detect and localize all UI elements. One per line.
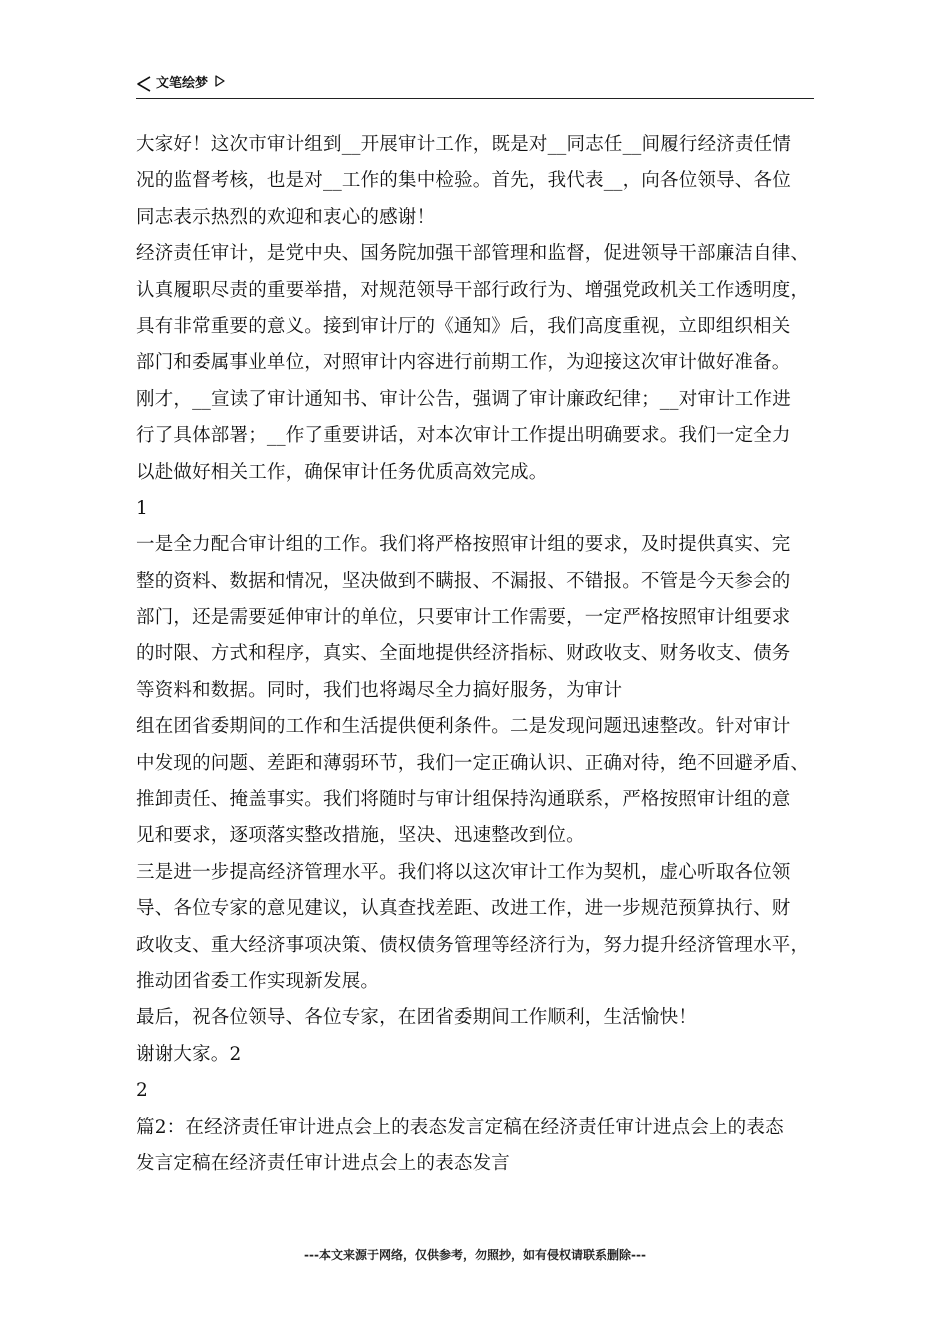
triangle-left-icon [136, 75, 152, 93]
text-line: 认真履职尽责的重要举措，对规范领导干部行政行为、增强党政机关工作透明度， [136, 279, 810, 301]
page-number-line: 1 [136, 497, 148, 519]
document-body [136, 127, 820, 1182]
text-line: 推动团省委工作实现新发展。 [136, 970, 380, 992]
text-line: 部门，还是需要延伸审计的单位，只要审计工作需要，一定严格按照审计组要求 [136, 607, 791, 629]
text-line: 导、各位专家的意见建议，认真查找差距、改进工作，进一步规范预算执行、财 [136, 898, 791, 920]
text-line: 况的监督考核，也是对__工作的集中检验。首先，我代表__，向各位领导、各位 [136, 170, 791, 192]
text-line: 以赴做好相关工作，确保审计任务优质高效完成。 [136, 461, 548, 483]
text-line: 组在团省委期间的工作和生活提供便利条件。二是发现问题迅速整改。针对审计 [136, 716, 791, 738]
text-line: 刚才，__宣读了审计通知书、审计公告，强调了审计廉政纪律；__对审计工作进 [136, 388, 791, 410]
text-line: 政收支、重大经济事项决策、债权债务管理等经济行为，努力提升经济管理水平， [136, 934, 810, 956]
text-line: 发言定稿在经济责任审计进点会上的表态发言 [136, 1152, 511, 1174]
text-line: 最后，祝各位领导、各位专家，在团省委期间工作顺利，生活愉快！ [136, 1007, 698, 1029]
text-line: 同志表示热烈的欢迎和衷心的感谢！ [136, 206, 436, 228]
text-line: 一是全力配合审计组的工作。我们将严格按照审计组的要求，及时提供真实、完 [136, 534, 791, 556]
page-header [136, 74, 814, 99]
text-line: 见和要求，逐项落实整改措施，坚决、迅速整改到位。 [136, 825, 585, 847]
text-line: 具有非常重要的意义。接到审计厅的《通知》后，我们高度重视，立即组织相关 [136, 315, 791, 337]
text-line: 部门和委属事业单位，对照审计内容进行前期工作，为迎接这次审计做好准备。 [136, 352, 791, 374]
text-line: 谢谢大家。2 [136, 1043, 242, 1065]
text-line: 篇2：在经济责任审计进点会上的表态发言定稿在经济责任审计进点会上的表态 [136, 1116, 784, 1138]
footer-disclaimer: ---本文来源于网络，仅供参考，勿照抄，如有侵权请联系删除--- [304, 1248, 646, 1262]
text-line: 三是进一步提高经济管理水平。我们将以这次审计工作为契机，虚心听取各位领 [136, 861, 791, 883]
text-line: 行了具体部署；__作了重要讲话，对本次审计工作提出明确要求。我们一定全力 [136, 425, 791, 447]
text-line: 经济责任审计，是党中央、国务院加强干部管理和监督，促进领导干部廉洁自律、 [136, 243, 810, 265]
text-line: 大家好！这次市审计组到__开展审计工作，既是对__同志任__间履行经济责任情 [136, 134, 792, 155]
text-line: 整的资料、数据和情况，坚决做到不瞒报、不漏报、不错报。不管是今天参会的 [136, 570, 791, 592]
text-line: 等资料和数据。同时，我们也将竭尽全力搞好服务，为审计 [136, 679, 623, 701]
triangle-right-icon [214, 74, 226, 88]
brand [136, 74, 226, 94]
text-line: 中发现的问题、差距和薄弱环节，我们一定正确认识、正确对待，绝不回避矛盾、 [136, 752, 810, 774]
text-line: 的时限、方式和程序，真实、全面地提供经济指标、财政收支、财务收支、债务 [136, 643, 791, 665]
text-line: 推卸责任、掩盖事实。我们将随时与审计组保持沟通联系，严格按照审计组的意 [136, 789, 791, 811]
page-number-line: 2 [136, 1080, 148, 1102]
brand-name: 文笔绘梦 [156, 76, 209, 91]
